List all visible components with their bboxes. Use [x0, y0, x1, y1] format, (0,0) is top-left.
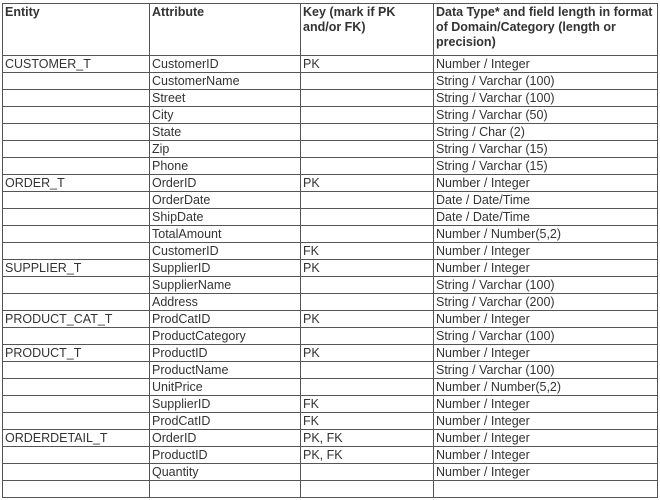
key-cell: PK, FK	[301, 447, 434, 464]
data-type-cell: Number / Integer	[434, 345, 658, 362]
data-type-cell	[434, 481, 658, 498]
key-cell	[301, 294, 434, 311]
header-attribute: Attribute	[150, 4, 301, 56]
table-row	[3, 328, 658, 345]
table-row	[3, 158, 658, 175]
table-row	[3, 107, 658, 124]
attribute-cell: SupplierID	[150, 260, 301, 277]
data-type-cell: Number / Number(5,2)	[434, 379, 658, 396]
table-row	[3, 362, 658, 379]
entity-cell: SUPPLIER_T	[3, 260, 150, 277]
key-cell: PK, FK	[301, 430, 434, 447]
attribute-cell: CustomerName	[150, 73, 301, 90]
table-row	[3, 124, 658, 141]
attribute-cell: CustomerID	[150, 56, 301, 73]
table-row	[3, 175, 658, 192]
attribute-cell: CustomerID	[150, 243, 301, 260]
entity-cell	[3, 396, 150, 413]
data-type-cell: Number / Number(5,2)	[434, 226, 658, 243]
data-type-cell: Number / Integer	[434, 243, 658, 260]
key-cell	[301, 362, 434, 379]
attribute-cell: OrderID	[150, 430, 301, 447]
entity-cell	[3, 447, 150, 464]
key-cell: PK	[301, 56, 434, 73]
table-row	[3, 277, 658, 294]
header-entity: Entity	[3, 4, 150, 56]
key-cell	[301, 124, 434, 141]
table-row	[3, 481, 658, 498]
key-cell	[301, 90, 434, 107]
key-cell	[301, 464, 434, 481]
attribute-cell	[150, 481, 301, 498]
table-row	[3, 243, 658, 260]
attribute-cell: OrderDate	[150, 192, 301, 209]
attribute-cell: UnitPrice	[150, 379, 301, 396]
table-row	[3, 345, 658, 362]
table-row	[3, 226, 658, 243]
data-type-cell: Date / Date/Time	[434, 192, 658, 209]
key-cell	[301, 209, 434, 226]
attribute-cell: Phone	[150, 158, 301, 175]
data-type-cell: String / Varchar (100)	[434, 328, 658, 345]
table-row	[3, 56, 658, 73]
data-type-cell: String / Varchar (100)	[434, 73, 658, 90]
data-type-cell: Number / Integer	[434, 175, 658, 192]
attribute-cell: State	[150, 124, 301, 141]
attribute-cell: Quantity	[150, 464, 301, 481]
key-cell	[301, 481, 434, 498]
table-body	[3, 56, 658, 498]
attribute-cell: ProductID	[150, 345, 301, 362]
entity-cell	[3, 158, 150, 175]
data-type-cell: String / Varchar (15)	[434, 141, 658, 158]
table-row	[3, 464, 658, 481]
entity-cell	[3, 362, 150, 379]
attribute-cell: ProdCatID	[150, 413, 301, 430]
table-row	[3, 90, 658, 107]
key-cell	[301, 158, 434, 175]
key-cell	[301, 107, 434, 124]
data-type-cell: Number / Integer	[434, 447, 658, 464]
entity-cell	[3, 107, 150, 124]
data-dictionary-table	[2, 3, 658, 498]
entity-cell	[3, 209, 150, 226]
table-row	[3, 141, 658, 158]
attribute-cell: ProductID	[150, 447, 301, 464]
table-row	[3, 192, 658, 209]
data-type-cell: Date / Date/Time	[434, 209, 658, 226]
entity-cell	[3, 141, 150, 158]
table-row	[3, 396, 658, 413]
table-row	[3, 260, 658, 277]
table-row	[3, 379, 658, 396]
key-cell: FK	[301, 396, 434, 413]
entity-cell	[3, 124, 150, 141]
attribute-cell: Zip	[150, 141, 301, 158]
entity-cell: CUSTOMER_T	[3, 56, 150, 73]
data-type-cell: Number / Integer	[434, 396, 658, 413]
entity-cell	[3, 379, 150, 396]
table-row	[3, 413, 658, 430]
data-type-cell: String / Varchar (100)	[434, 277, 658, 294]
entity-cell	[3, 328, 150, 345]
attribute-cell: SupplierName	[150, 277, 301, 294]
key-cell: PK	[301, 175, 434, 192]
key-cell	[301, 379, 434, 396]
key-cell: PK	[301, 311, 434, 328]
attribute-cell: Address	[150, 294, 301, 311]
table-row	[3, 209, 658, 226]
data-type-cell: String / Varchar (15)	[434, 158, 658, 175]
table-row	[3, 430, 658, 447]
entity-cell	[3, 481, 150, 498]
entity-cell: PRODUCT_T	[3, 345, 150, 362]
entity-cell	[3, 73, 150, 90]
entity-cell: ORDERDETAIL_T	[3, 430, 150, 447]
table-row	[3, 294, 658, 311]
data-type-cell: String / Varchar (100)	[434, 362, 658, 379]
table-row	[3, 311, 658, 328]
attribute-cell: ShipDate	[150, 209, 301, 226]
key-cell	[301, 328, 434, 345]
attribute-cell: ProdCatID	[150, 311, 301, 328]
attribute-cell: OrderID	[150, 175, 301, 192]
data-type-cell: Number / Integer	[434, 311, 658, 328]
key-cell	[301, 192, 434, 209]
entity-cell	[3, 226, 150, 243]
attribute-cell: Street	[150, 90, 301, 107]
entity-cell	[3, 464, 150, 481]
entity-cell	[3, 277, 150, 294]
entity-cell: PRODUCT_CAT_T	[3, 311, 150, 328]
entity-cell	[3, 294, 150, 311]
key-cell: FK	[301, 243, 434, 260]
key-cell: FK	[301, 413, 434, 430]
entity-cell	[3, 90, 150, 107]
data-type-cell: String / Varchar (200)	[434, 294, 658, 311]
data-type-cell: Number / Integer	[434, 430, 658, 447]
key-cell: PK	[301, 345, 434, 362]
attribute-cell: ProductName	[150, 362, 301, 379]
data-type-cell: Number / Integer	[434, 56, 658, 73]
key-cell	[301, 277, 434, 294]
key-cell	[301, 226, 434, 243]
table-header-row	[3, 4, 658, 56]
key-cell: PK	[301, 260, 434, 277]
data-type-cell: Number / Integer	[434, 464, 658, 481]
data-type-cell: Number / Integer	[434, 413, 658, 430]
entity-cell: ORDER_T	[3, 175, 150, 192]
table-row	[3, 73, 658, 90]
entity-cell	[3, 413, 150, 430]
attribute-cell: SupplierID	[150, 396, 301, 413]
data-type-cell: String / Char (2)	[434, 124, 658, 141]
data-type-cell: String / Varchar (50)	[434, 107, 658, 124]
data-type-cell: Number / Integer	[434, 260, 658, 277]
key-cell	[301, 73, 434, 90]
entity-cell	[3, 192, 150, 209]
attribute-cell: City	[150, 107, 301, 124]
key-cell	[301, 141, 434, 158]
table-row	[3, 447, 658, 464]
header-data-type: Data Type* and field length in format of Domain/Category (length or precision)	[434, 4, 658, 56]
data-type-cell: String / Varchar (100)	[434, 90, 658, 107]
attribute-cell: ProductCategory	[150, 328, 301, 345]
attribute-cell: TotalAmount	[150, 226, 301, 243]
header-key: Key (mark if PK and/or FK)	[301, 4, 434, 56]
entity-cell	[3, 243, 150, 260]
